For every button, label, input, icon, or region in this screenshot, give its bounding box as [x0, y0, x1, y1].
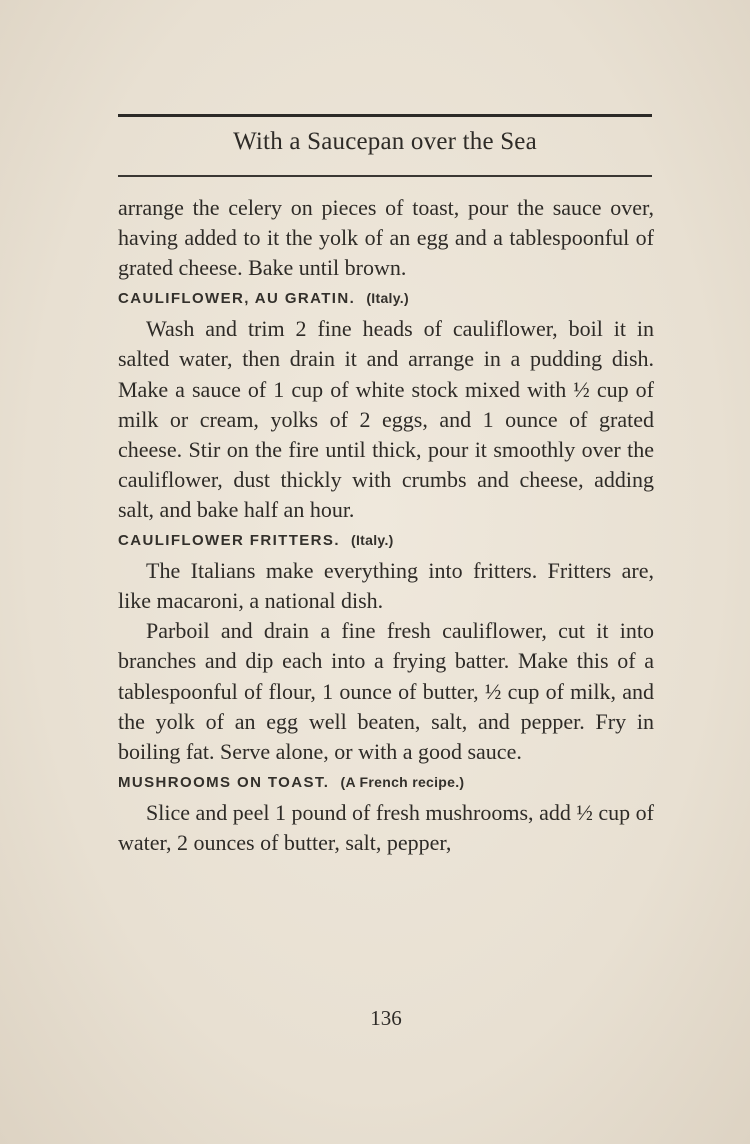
heading-title: CAULIFLOWER, AU GRATIN.	[118, 290, 356, 308]
section-heading-cauliflower-au-gratin	[118, 283, 654, 314]
heading-note: (A French recipe.)	[340, 773, 465, 790]
header-rule-bottom	[118, 175, 652, 177]
heading-note: (Italy.)	[366, 290, 409, 307]
header-rule-top	[118, 114, 652, 117]
section-heading-mushrooms-on-toast	[118, 767, 654, 798]
body-text	[118, 193, 654, 858]
paragraph: Parboil and drain a fine fresh cauliflower, cut it into branches and dip each into a frying batter. Make this of a tablespoonful of flour, 1 ounce of butter, ½ cup of milk, and the yolk of an egg well beaten, salt, and pepper. Fry in boiling fat. Serve alone, or with a good sauce.	[118, 618, 654, 764]
paragraph: Slice and peel 1 pound of fresh mushrooms, add ½ cup of water, 2 ounces of butter, salt, pepper,	[118, 799, 654, 855]
paragraph: The Italians make everything into fritters. Fritters are, like macaroni, a national dish.	[118, 558, 654, 614]
heading-title: CAULIFLOWER FRITTERS.	[118, 532, 340, 550]
section-heading-cauliflower-fritters	[118, 525, 654, 556]
continuation-paragraph: arrange the celery on pieces of toast, pour the sauce over, having added to it the yolk of an egg and a tablespoonful of grated cheese. Bake until brown.	[118, 195, 654, 281]
running-title: With a Saucepan over the Sea	[233, 128, 537, 155]
paragraph: Wash and trim 2 fine heads of cauliflower, boil it in salted water, then drain it and arrange in a pudding dish. Make a sauce of 1 cup of white stock mixed with ½ cup of milk or cream, yolks of 2 eggs, and 1 ounce of grated cheese. Stir on the fire until thick, pour it smoothly over the cauliflower, dust thickly with crumbs and cheese, adding salt, and bake half an hour.	[118, 316, 654, 522]
heading-note: (Italy.)	[351, 532, 394, 549]
heading-title: MUSHROOMS ON TOAST.	[118, 773, 330, 791]
page-number: 136	[370, 1006, 402, 1030]
